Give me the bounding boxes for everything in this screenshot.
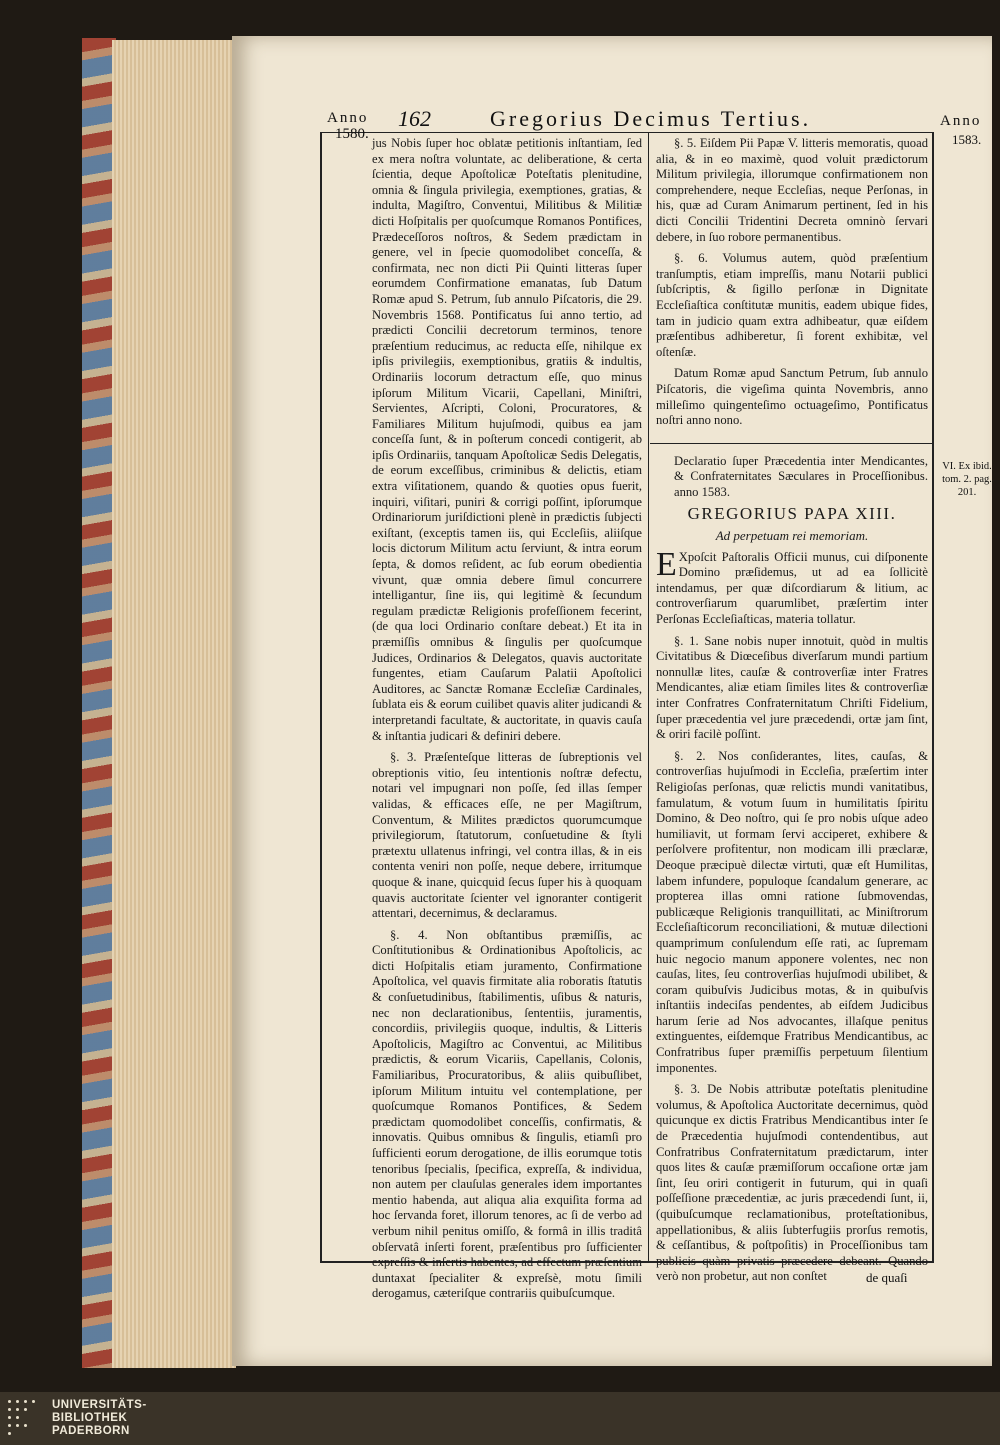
left-paragraph: §. 4. Non obſtantibus præmiſſis, ac Conſtitutionibus & Ordinationibus Apoſtolicis, ac dicti Hoſpitalis etiam juramento, Confirmatione Apoſtolica, vel quavis firmitate alia roboratis ſtatutis & conſuetudinibus, ſtabilimentis, uſibus & naturis, nec non declarationibus, ſententiis, juramentis, concordiis, privilegiis quoque, indultis, & Litteris Apoſtolicis, Magiſtro ac Conventui, ac Militibus prædictis, & eorum Vicariis, Capellanis, Colonis, Familiaribus, Procuratoribus, & aliis quibuſlibet, ipſorum Militum intuitu vel contemplatione, per quoſcumque Romanos Pontifices, & Sedem prædictam quomodolibet conceſſis, confirmatis, & innovatis. Quibus omnibus & ſingulis, etiamſi pro ſufficienti eorum derogatione, de illis eorumque totis tenoribus ſpecialis, ſpecifica, expreſſa, & individua, non autem per clauſulas generales idem importantes mentio habenda, aut aliqua alia exquiſita forma ad hoc ſervanda foret, illorum tenores, ac ſi de verbo ad verbum nihil penitus omiſſo, & formâ in illis traditâ obſervatâ inſerti forent, præſentibus pro ſufficienter expreſſis & inſertis habentes, ad effectum præſentium duntaxat ſpecialiter & expreſsè, motu ſimili derogamus, cæteriſque contrariis quibuſcumque. [372, 927, 642, 1301]
right-paragraph: §. 5. Eiſdem Pii Papæ V. litteris memoratis, quoad alia, & in eo maximè, quod voluit prædictorum Militum privilegia, illorumque confirmationem non comprehendere, neque Eccleſias, neque Perſonas, in his, quæ ad Curam Animarum pertinent, ſed in his dicti Concilii Tridentini Decreta omninò ſervari debere, in ſuo robore permanentibus. [656, 136, 928, 244]
right-paragraph: §. 3. De Nobis attributæ poteſtatis plenitudine volumus, & Apoſtolica Auctoritate decernimus, quòd quicunque ex dictis Fratribus Mendicantibus inter ſe de Præcedentia hujuſmodi contendentibus, aut Confratribus Confraternitatum prædictarum, inter quos lites & cauſæ præmiſſorum occaſione ortæ jam ſint, ſeu oriri contigerit in futurum, qui in quaſi poſſeſſione præcedentiæ, ac juris præcedendi ſunt, ii, (quibuſcumque reclamationibus, proteſtationibus, appellationibus, & aliis ſubterfugiis prorſus remotis, & ceſſantibus, & poſtpoſitis) in Proceſſionibus tam publicis quàm privatis præcedere debeant. Quando verò non probetur, aut non conſtet [656, 1082, 928, 1284]
left-paragraph: jus Nobis ſuper hoc oblatæ petitionis inſtantiam, ſed ex mera noſtra voluntate, ac deliberatione, & certa ſcientia, deque Apoſtolicæ Poteſtatis plenitudine, omnia & ſingula privilegia, exemptiones, gratias, & indulta, Magiſtro, Conventui, Militibus & Militiæ dicti Hoſpitalis per quoſcumque Romanos Pontifices, Prædeceſſoros noſtros, & Sedem prædictam in genere, vel in ſpecie quomodolibet conceſſa, & confirmata, nec non dicti Pii Quinti litteras ſuper eorumdem Confirmatione emanatas, ſub Datum Romæ apud S. Petrum, ſub annulo Piſcatoris, die 29. Novembris 1568. Pontificatus ſui anno tertio, ad prædicti Concilii decretorum terminos, tenore præſentium reducimus, ac reducta eſſe, nihilque ex ipſis privilegiis, exemptionibus, gratiis & indultis, Ordinariis locorum detractum eſſe, quo minus ipſorum Militum Vicarii, Capellani, Miniſtri, Servientes, Aſcripti, Coloni, Procuratores, & Familiares Militum hujuſmodi, quibus ea jam conceſſa ſunt, & in poſterum concedi contigerit, ab ipſis Ordinariis, tanquam Apoſtolicæ Sedis Delegatis, de eorum exceſſibus, criminibus & delictis, etiam extra viſitationem, quando & quoties opus fuerit, inquiri, viſitari, puniri & corrigi poſſint, ipſorumque Ordinariorum juriſdictioni plenè in prædictis ſubjecti exiſtant, (exceptis tamen iis, qui Eccleſiis, aliiſque locis dictorum Militum actu ſerviunt, & intra eorum ſepta, & domos reſident, ac ſub eorum obedientia vivunt, quæ omnia debere ſimul concurrere intelligantur, ſine iis, qui legitimè & ſecundum regulam prædictæ Religionis profeſſionem fecerint, (de qua loci Ordinario conſtare debeat.) Et ita in præmiſſis omnibus & ſingulis per quoſcumque Judices, Ordinarios & Delegatos, quavis auctoritate fungentes, etiam Cauſarum Palatii Apoſtolici Auditores, ac Sanctæ Romanæ Eccleſiæ Cardinales, ſublata eis & eorum cuilibet quavis aliter judicandi & interpretandi facultate, & auctoritate, in quavis cauſa & inſtantia judicari & definiri debere. [372, 136, 642, 743]
library-name-line: UNIVERSITÄTS- [52, 1399, 147, 1411]
right-paragraph: §. 2. Nos conſiderantes, lites, cauſas, & controverſias hujuſmodi in Eccleſia, præſertim inter Religioſas perſonas, quæ relictis mundi vanitatibus, famulatum, & votum ſuum in humilitatis ſpiritu Domino, & Deo noſtro, qui ſe pro nobis uſque adeo humiliavit, ut formam ſervi acciperet, exhibere & perſolvere profitentur, non modicam illi præclaræ, Deoque præcipuè dilectæ virtuti, quæ eſt Humilitas, labem infundere, populoque ſcandalum generare, ac propterea illas omni ratione ſubmovendas, publicæque Religionis tranquillitati, ac Miniſtrorum Eccleſiaſticorum reconciliationi, & mutuæ dilectioni quamprimum conſulendum eſſe rati, ac ſupremam huic negocio manum apponere volentes, nec non cauſas, lites, ſeu controverſias hujuſmodi ubilibet, & coram quibuſvis Judicibus motas, & in quibuſvis inſtantiis indeciſas pendentes, ab eiſdem Judicibus harum ſerie ad Nos advocantes, illaſque penitus extinguentes, eiſdemque Fratribus Mendicantibus, ac Confratribus ſuper præmiſſis perpetuum ſilentium imponentes. [656, 748, 928, 1075]
library-name-line: PADERBORN [52, 1425, 130, 1437]
page-fore-edge [112, 40, 236, 1368]
pope-heading: GREGORIUS PAPA XIII. [687, 504, 897, 524]
declaration-heading: Declaratio ſuper Præcedentia inter Mendicantes, & Confraternitates Sæculares in Proceſſionibus. anno 1583. [674, 453, 928, 499]
section-rule [650, 443, 932, 444]
column-divider [648, 132, 649, 1262]
left-column [372, 136, 642, 1308]
header-anno-right: Anno [940, 113, 982, 129]
catchword: de quaſi [866, 1270, 908, 1285]
header-year-right: 1583. [952, 132, 982, 147]
marbled-book-edge [82, 38, 116, 1368]
left-paragraph: §. 3. Præſenteſque litteras de ſubreptionis vel obreptionis vitio, ſeu intentionis noſtræ defectu, notari vel impugnari non poſſe, ſed illas ſemper validas, & efficaces eſſe, ne per Magiſtrum, Conventum, & Milites prædictos quorumcumque privilegiorum, ſtatutorum, conſuetudine & ſtyli prætextu ullatenus infringi, vel contra illas, & in eis contenta veniri non poſſe, neque debere, irritumque quoque & inane, quicquid ſecus ſuper his à quoquam quavis auctoritate ſcienter vel ignoranter contigerit attentari, decernimus, & declaramus. [372, 750, 642, 921]
library-footer [0, 1392, 1000, 1445]
library-name [52, 1399, 147, 1438]
page-number: 162 [398, 106, 431, 131]
frame-left-rule [320, 132, 322, 1262]
page-title: Gregorius Decimus Tertius. [490, 106, 812, 131]
library-name-line: BIBLIOTHEK [52, 1412, 128, 1424]
drop-capital: E [656, 545, 677, 583]
frame-right-rule [932, 132, 934, 1262]
header-anno-left: Anno [327, 110, 369, 126]
right-paragraph [656, 545, 928, 628]
right-paragraph: §. 6. Volumus autem, quòd præſentium tranſumptis, etiam impreſſis, manu Notarii publici ſubſcriptis, & ſigillo perſonæ in Dignitate Eccleſiaſtica conſtitutæ munitis, eadem ubique fides, tam in judicio quam extra adhibeatur, quæ eiſdem præſentibus adhiberetur, ſi forent exhibitæ, vel oſtenſæ. [656, 251, 928, 359]
library-logo-icon [8, 1400, 44, 1436]
right-column [656, 136, 928, 1291]
margin-note: VI. Ex ibid. tom. 2. pag. 201. [942, 461, 992, 498]
header-year-left: 1580. [335, 126, 369, 142]
memoriam-heading: Ad perpetuam rei memoriam. [715, 528, 869, 544]
right-paragraph: Datum Romæ apud Sanctum Petrum, ſub annulo Piſcatoris, die vigeſima quinta Novembris, anno milleſimo quingenteſimo octuageſimo, Pontificatus noſtri anno nono. [656, 366, 928, 428]
right-paragraph: §. 1. Sane nobis nuper innotuit, quòd in multis Civitatibus & Diœceſibus diverſarum mundi partium nonnullæ lites, cauſæ & controverſiæ inter Fratres Mendicantes, aliæ etiam ſimiles lites & controverſiæ inter Confratres Confraternitatum Chriſti Fidelium, ſuper præcedentia vel jure præcedendi, ortæ jam ſint, & oriri facilè poſſint. [656, 633, 928, 742]
opening-text: Xpoſcit Paſtoralis Officii munus, cui diſponente Domino præſidemus, ut ad ea ſollicitè intendamus, per quæ diſcordiarum & litium, ac controverſiarum quarumlibet, præſertim inter Perſonas Eccleſiaſticas, materia tollatur. [656, 549, 928, 627]
